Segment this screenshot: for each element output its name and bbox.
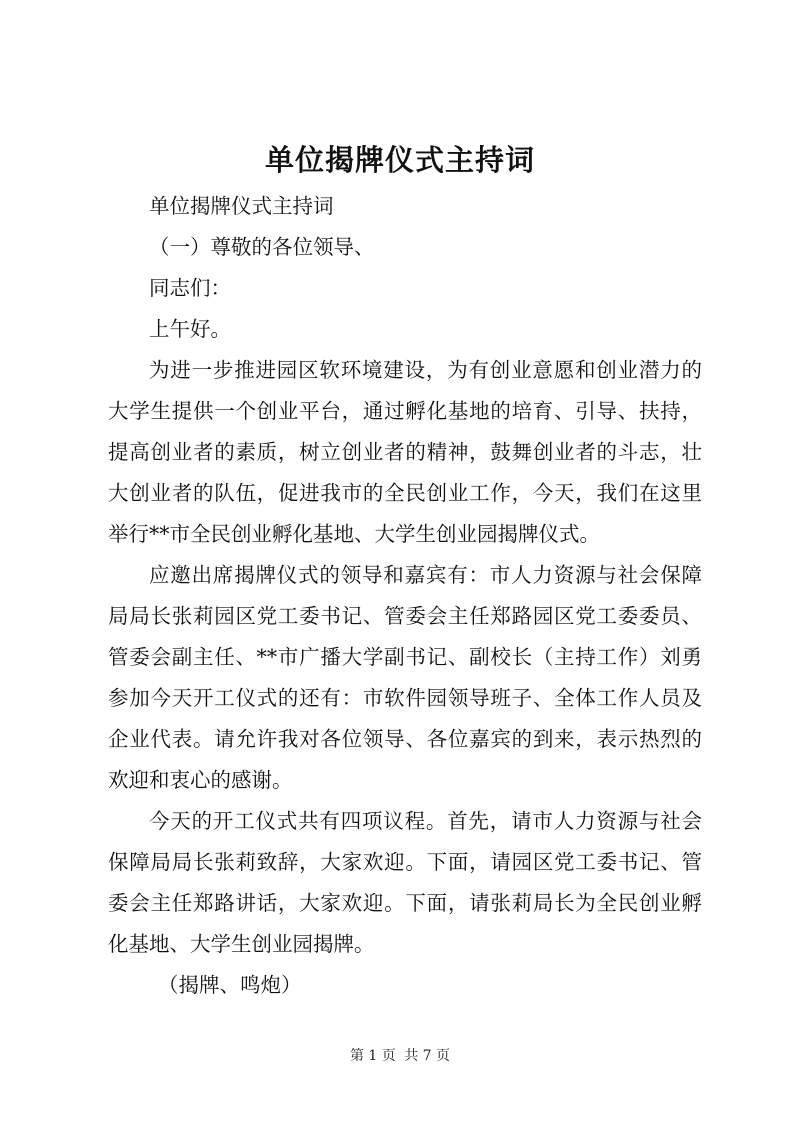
paragraph-agenda: 今天的开工仪式共有四项议程。首先，请市人力资源与社会保障局局长张莉致辞，大家欢迎。下面，请园区党工委书记、管委会主任郑路讲话，大家欢迎。下面，请张莉局长为全民创业孵化基地、大学生创业园揭牌。 (108, 809, 702, 956)
paragraph-purpose: 为进一步推进园区软环境建设，为有创业意愿和创业潜力的大学生提供一个创业平台，通过孵化基地的培育、引导、扶持，提高创业者的素质，树立创业者的精神，鼓舞创业者的斗志，壮大创业者的队伍，促进我市的全民创业工作，今天，我们在这里举行**市全民创业孵化基地、大学生创业园揭牌仪式。 (108, 358, 702, 546)
paragraph-subtitle: 单位揭牌仪式主持词 (149, 194, 334, 218)
document-body (108, 186, 702, 1006)
page-number: 第 1 页 (349, 1048, 396, 1064)
paragraph-greeting: 上午好。 (149, 317, 231, 341)
paragraph-guests: 应邀出席揭牌仪式的领导和嘉宾有：市人力资源与社会保障局局长张莉园区党工委书记、管委会主任郑路园区党工委委员、管委会副主任、**市广播大学副书记、副校长（主持工作）刘勇参加今天开工仪式的还有：市软件园领导班子、全体工作人员及企业代表。请允许我对各位领导、各位嘉宾的到来，表示热烈的欢迎和衷心的感谢。 (108, 563, 702, 792)
page-total: 共 7 页 (404, 1048, 451, 1064)
paragraph-comrades: 同志们： (149, 276, 231, 300)
paragraph-salutation: （一）尊敬的各位领导、 (149, 235, 375, 259)
paragraph-unveiling-note: （揭牌、鸣炮） (158, 973, 302, 997)
page-footer (0, 1046, 800, 1066)
document-title: 单位揭牌仪式主持词 (264, 143, 535, 177)
